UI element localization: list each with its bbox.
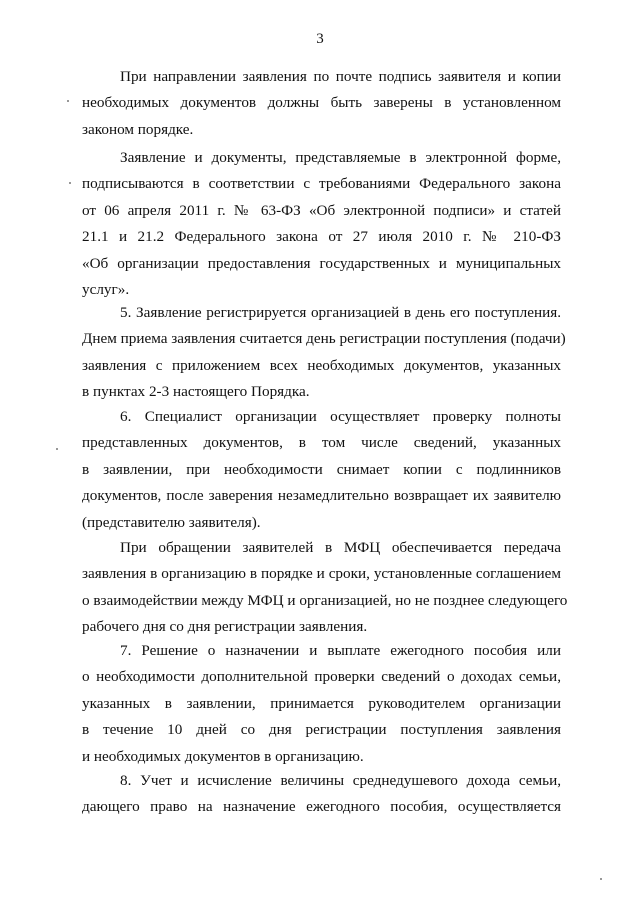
text-line: от 06 апреля 2011 г. № 63-ФЗ «Об электронной подписи» и статей [82, 201, 561, 219]
text-line: документов, после заверения незамедлительно возвращает их заявителю [82, 487, 561, 505]
paragraph-item-5 [82, 300, 566, 406]
text-line: подписываются в соответствии с требованиями Федерального закона [82, 175, 561, 193]
paragraph-mfc [82, 535, 568, 641]
text-line: 21.1 и 21.2 Федерального закона от 27 июля 2010 г. № 210-ФЗ [82, 228, 561, 246]
paragraph-signature-certification [82, 64, 561, 143]
text-line: и необходимых документов в организацию. [82, 747, 364, 765]
text-line: (представителю заявителя). [82, 513, 261, 531]
text-line: «Об организации предоставления государственных и муниципальных [82, 254, 561, 272]
text-line: в заявлении, при необходимости снимает копии с подлинников [82, 460, 561, 478]
scan-speck [69, 182, 71, 184]
text-line: о взаимодействии между МФЦ и организацией, но не позднее следующего [82, 591, 568, 609]
text-line: в течение 10 дней со дня регистрации поступления заявления [82, 721, 561, 739]
text-line: рабочего дня со дня регистрации заявления. [82, 618, 368, 636]
text-line: При обращении заявителей в МФЦ обеспечивается передача [120, 539, 561, 556]
text-line: 7. Решение о назначении и выплате ежегодного пособия или [120, 642, 561, 659]
text-line: в пунктах 2-3 настоящего Порядка. [82, 383, 310, 401]
text-line: 5. Заявление регистрируется организацией в день его поступления. [120, 304, 561, 321]
text-line: дающего право на назначение ежегодного пособия, осуществляется [82, 798, 561, 816]
text-line: представленных документов, в том числе сведений, указанных [82, 434, 561, 452]
text-line: 6. Специалист организации осуществляет проверку полноты [120, 408, 561, 425]
paragraph-electronic-form [82, 145, 561, 303]
text-line: законом порядке. [82, 120, 194, 138]
text-line: указанных в заявлении, принимается руководителем организации [82, 694, 561, 712]
page-number: 3 [316, 31, 324, 47]
text-line: 8. Учет и исчисление величины среднедушевого дохода семьи, [120, 772, 561, 789]
text-line: заявления с приложением всех необходимых документов, указанных [82, 356, 561, 374]
text-line: заявления в организацию в порядке и сроки, установленные соглашением [82, 565, 561, 583]
paragraph-item-8 [82, 768, 561, 821]
paragraph-item-7 [82, 638, 561, 770]
text-line: Днем приема заявления считается день регистрации поступления (подачи) [82, 330, 566, 348]
text-line: услуг». [82, 281, 130, 299]
paragraph-item-6 [82, 404, 561, 536]
text-line: Заявление и документы, представляемые в электронной форме, [120, 149, 561, 166]
text-line: При направлении заявления по почте подпись заявителя и копии [120, 68, 561, 85]
scan-speck [67, 100, 69, 102]
scan-speck [600, 878, 602, 880]
text-line: необходимых документов должны быть заверены в установленном [82, 94, 561, 112]
scan-speck [56, 448, 58, 450]
text-line: о необходимости дополнительной проверки сведений о доходах семьи, [82, 668, 561, 686]
